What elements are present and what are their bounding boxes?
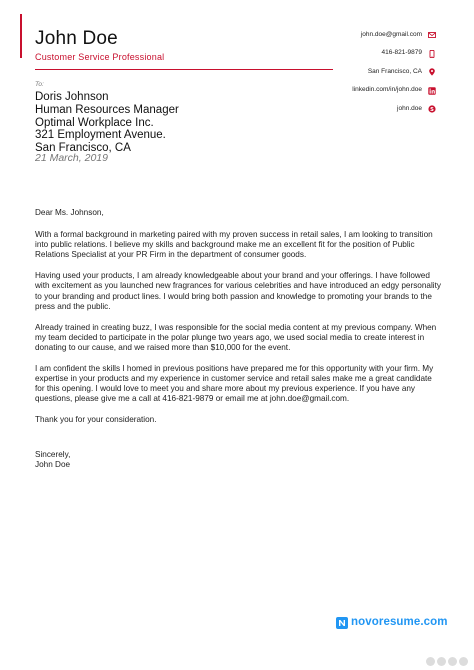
contact-list (306, 28, 436, 121)
contact-email[interactable] (306, 28, 436, 42)
recipient-company: Optimal Workplace Inc. (35, 116, 154, 129)
skype-icon (428, 105, 436, 113)
to-label: To: (35, 81, 44, 88)
applicant-name: John Doe (35, 28, 118, 49)
linkedin-icon (428, 87, 436, 95)
novoresume-logo-icon (336, 617, 348, 629)
contact-location (306, 65, 436, 79)
contact-location-text: San Francisco, CA (367, 67, 422, 75)
recipient-block (35, 91, 179, 155)
location-icon (428, 68, 436, 76)
recipient-position: Human Resources Manager (35, 103, 179, 116)
applicant-title: Customer Service Professional (35, 52, 165, 62)
contact-linkedin[interactable] (306, 84, 436, 98)
letter-date: 21 March, 2019 (35, 152, 108, 164)
phone-icon (428, 50, 436, 58)
closing-line: Thank you for your consideration. (35, 415, 157, 425)
watermark-dot-icon (426, 657, 435, 666)
body-paragraph: With a formal background in marketing paired with my proven success in retail sales, I am looking to transition into public relations. I believe my skills and background make me an excellent fit for the position of Public Relations Specialist at your PR Firm in the department of consumer goods. (35, 230, 433, 260)
watermark-dot-icon (459, 657, 468, 666)
contact-phone[interactable] (306, 47, 436, 61)
body-paragraph: Already trained in creating buzz, I was responsible for the social media content at my previous company. When my team decided to participate in the polar plunge two years ago, we used social media to create interest in donating to our cause, and we raised more than $10,000 for the event. (35, 322, 437, 352)
watermark-mark (424, 657, 468, 666)
recipient-street: 321 Employment Avenue. (35, 129, 166, 142)
signature-name: John Doe (35, 459, 71, 469)
corner-accent-line (20, 14, 22, 58)
watermark-dot-icon (448, 657, 457, 666)
email-icon (428, 31, 436, 39)
body-paragraph: I am confident the skills I homed in previous positions have prepared me for this opportunity with your firm. My expertise in your products and my experience in customer service and retail sales make me a great candidate for this opening. I would love to meet you and share more about my previous experience. If you have any questions, please give me a call at 416-821-9879 or email me at john.doe@gmail.com. (35, 364, 434, 404)
contact-skype-text[interactable]: john.doe (397, 104, 422, 112)
novoresume-logo[interactable] (336, 617, 448, 629)
contact-email-text[interactable]: john.doe@gmail.com (360, 30, 422, 38)
letter-body (35, 208, 441, 470)
contact-phone-text[interactable]: 416-821-9879 (381, 49, 422, 57)
salutation: Dear Ms. Johnson, (35, 208, 104, 217)
svg-text:S: S (430, 106, 434, 113)
watermark-dot-icon (437, 657, 446, 666)
contact-linkedin-text[interactable]: linkedin.com/in/john.doe (352, 86, 422, 94)
signoff: Sincerely, (35, 449, 71, 459)
body-paragraph: Having used your products, I am already knowledgeable about your brand and your offerings. I have followed with excitement as you launched new fragrances for various celebrities and have introduced an edgy personality to your branding and product lines. I would bring both passion and knowledge to promoting your brands to the press and the public. (35, 271, 441, 311)
header-divider (35, 69, 333, 70)
contact-skype[interactable] (306, 102, 436, 116)
novoresume-logo-text: novoresume.com (351, 616, 448, 629)
recipient-city: San Francisco, CA (35, 142, 131, 155)
recipient-name: Doris Johnson (35, 91, 109, 103)
